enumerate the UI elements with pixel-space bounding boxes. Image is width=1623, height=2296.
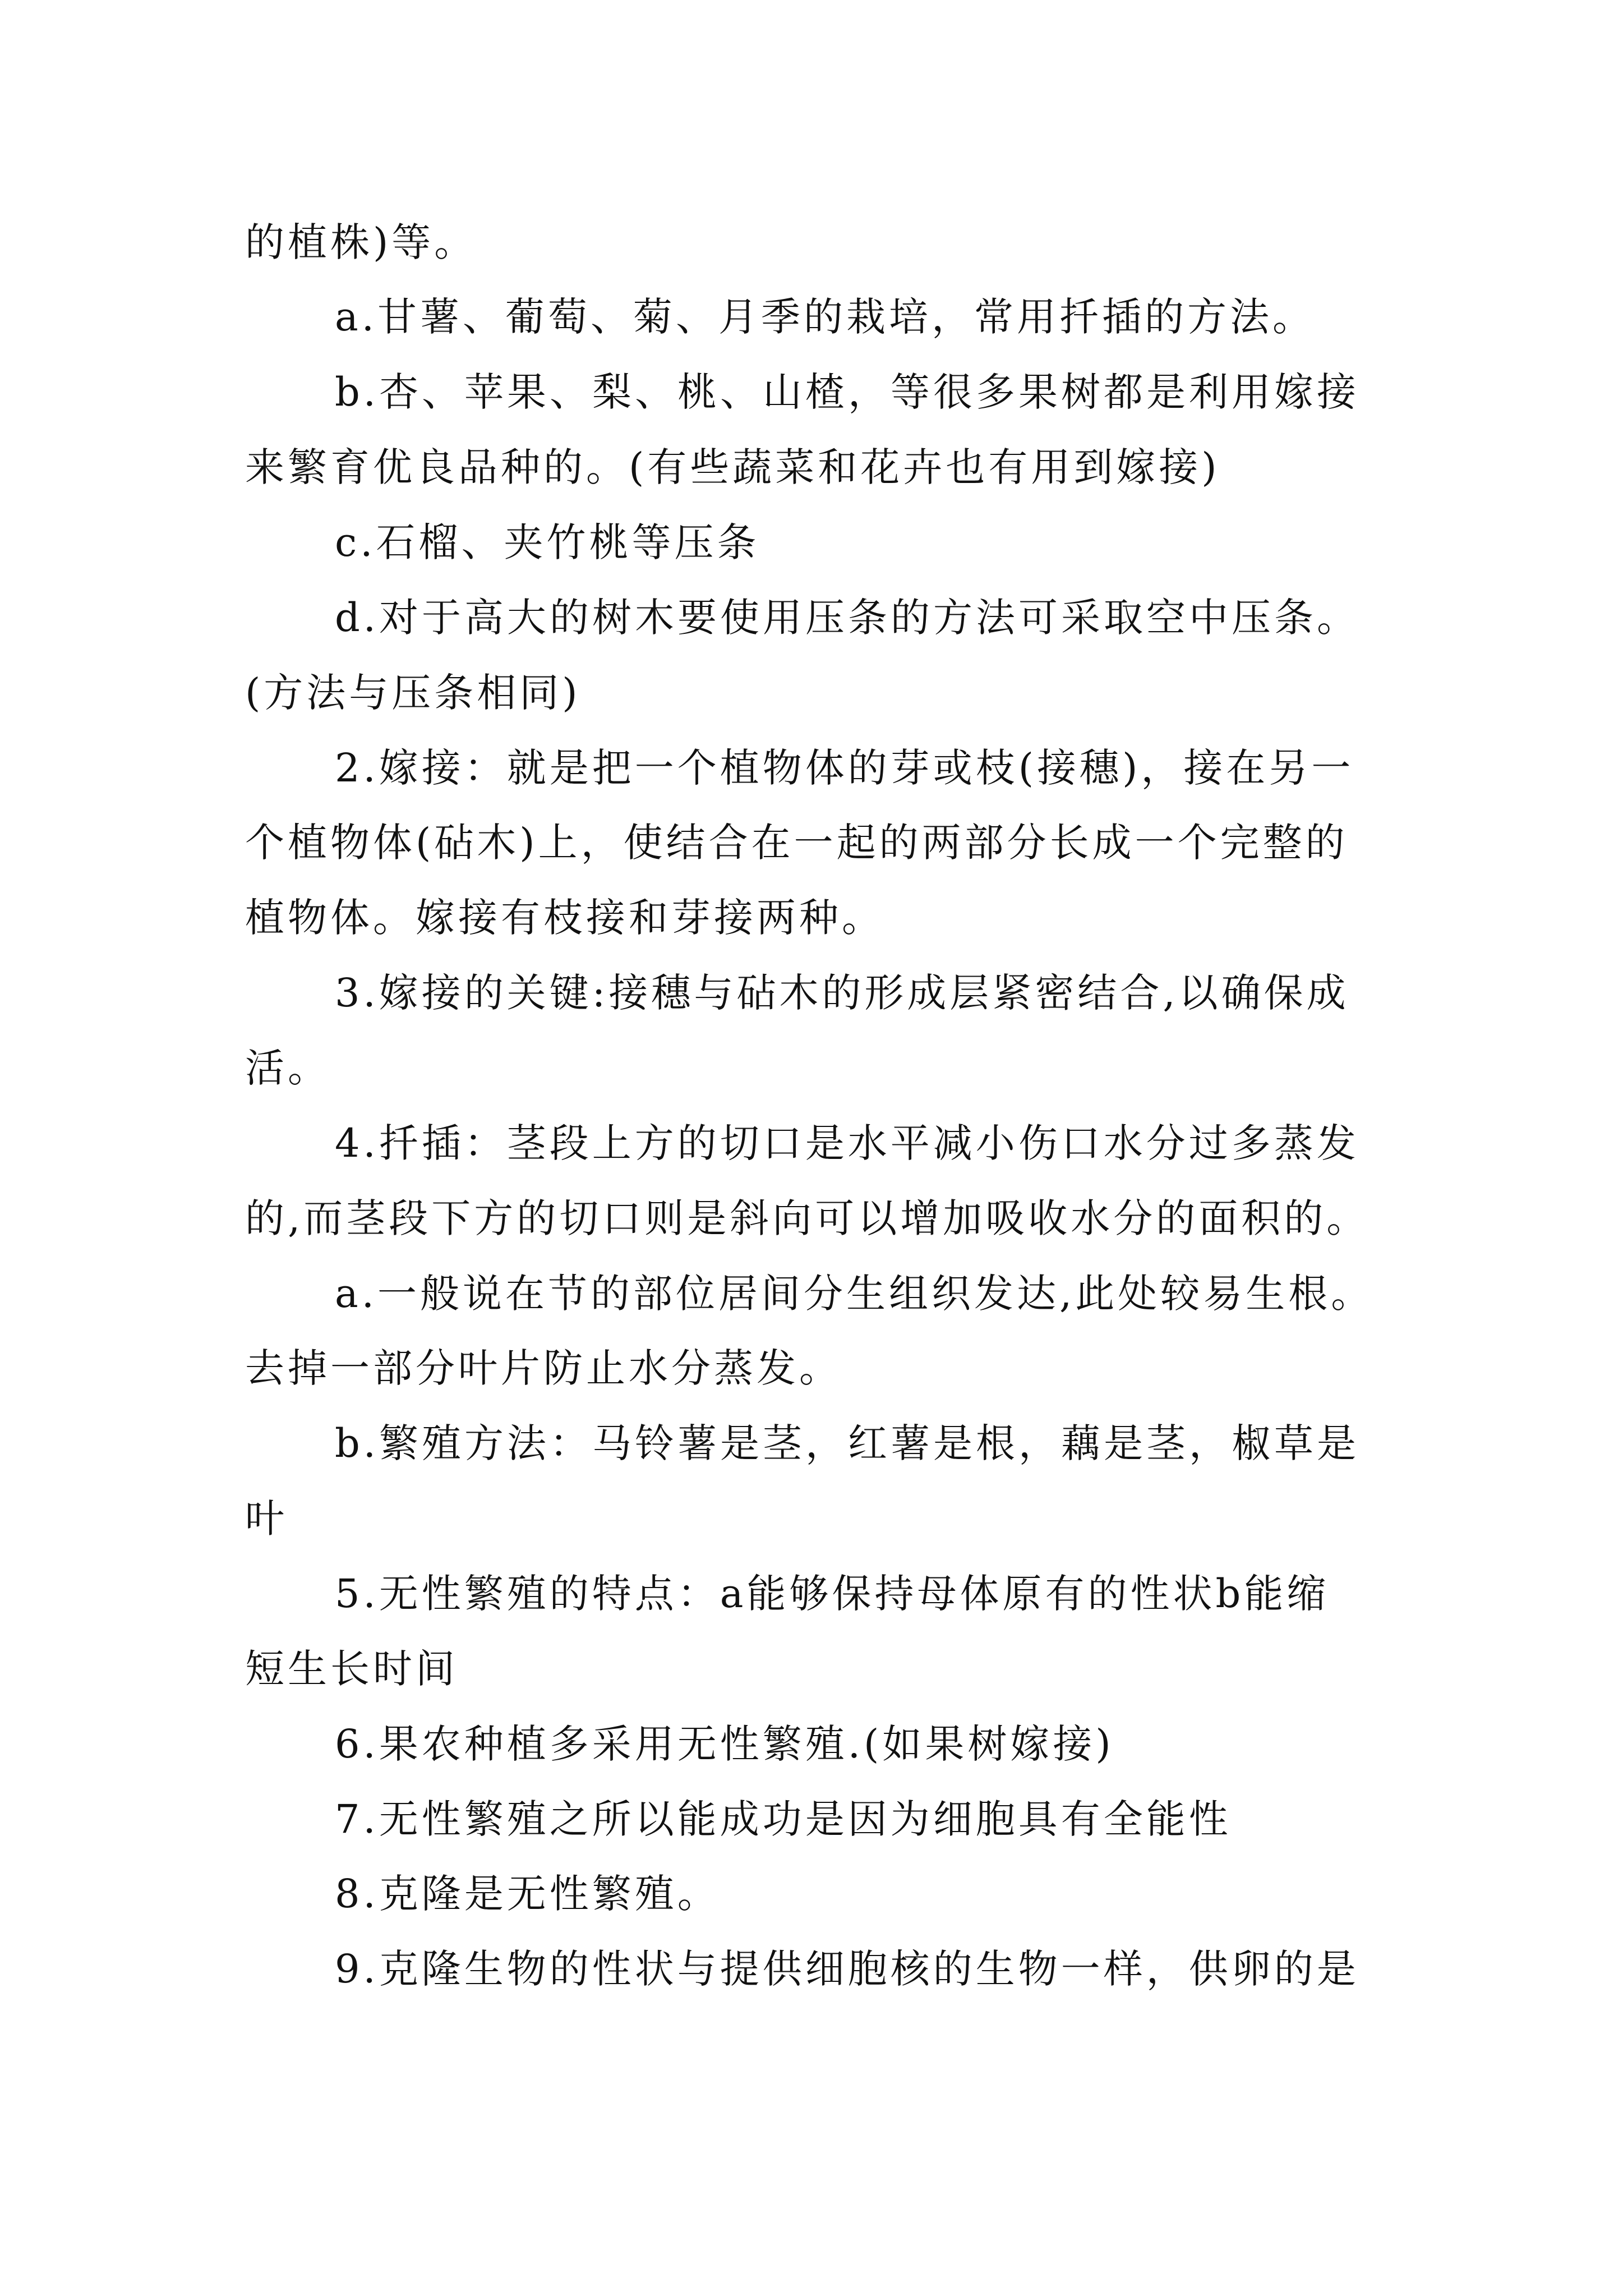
text-line: 叶 [245,1496,288,1542]
text-line: d.对于高大的树木要使用压条的方法可采取空中压条。 [335,595,1360,641]
text-line: 3.嫁接的关键:接穗与砧木的形成层紧密结合,以确保成 [335,970,1349,1016]
text-line: a.甘薯、葡萄、菊、月季的栽培，常用扦插的方法。 [335,294,1315,340]
text-line: 来繁育优良品种的。(有些蔬菜和花卉也有用到嫁接) [245,444,1220,490]
text-line: 8.克隆是无性繁殖。 [335,1871,720,1917]
text-line: c.石榴、夹竹桃等压条 [335,519,760,565]
text-line: 6.果农种植多采用无性繁殖.(如果树嫁接) [335,1721,1114,1767]
text-line: a.一般说在节的部位居间分生组织发达,此处较易生根。 [335,1271,1374,1317]
text-line: 短生长时间 [245,1646,458,1692]
text-line: 的,而茎段下方的切口则是斜向可以增加吸收水分的面积的。 [245,1195,1370,1241]
text-line: 5.无性繁殖的特点：a能够保持母体原有的性状b能缩 [335,1571,1330,1617]
text-line: 去掉一部分叶片防止水分蒸发。 [245,1345,842,1391]
text-line: (方法与压条相同) [245,670,581,716]
text-line: 7.无性繁殖之所以能成功是因为细胞具有全能性 [335,1796,1232,1842]
text-line: b.繁殖方法：马铃薯是茎，红薯是根，藕是茎，椒草是 [335,1420,1360,1466]
text-line: b.杏、苹果、梨、桃、山楂，等很多果树都是利用嫁接 [335,369,1360,415]
text-line: 9.克隆生物的性状与提供细胞核的生物一样，供卵的是 [335,1946,1359,1992]
text-line: 2.嫁接：就是把一个植物体的芽或枝(接穗)，接在另一 [335,745,1354,791]
text-line: 4.扦插：茎段上方的切口是水平减小伤口水分过多蒸发 [335,1120,1359,1166]
text-line: 活。 [245,1045,330,1091]
text-line: 的植株)等。 [245,219,477,265]
text-line: 植物体。嫁接有枝接和芽接两种。 [245,895,884,941]
text-line: 个植物体(砧木)上，使结合在一起的两部分长成一个完整的 [245,820,1348,866]
